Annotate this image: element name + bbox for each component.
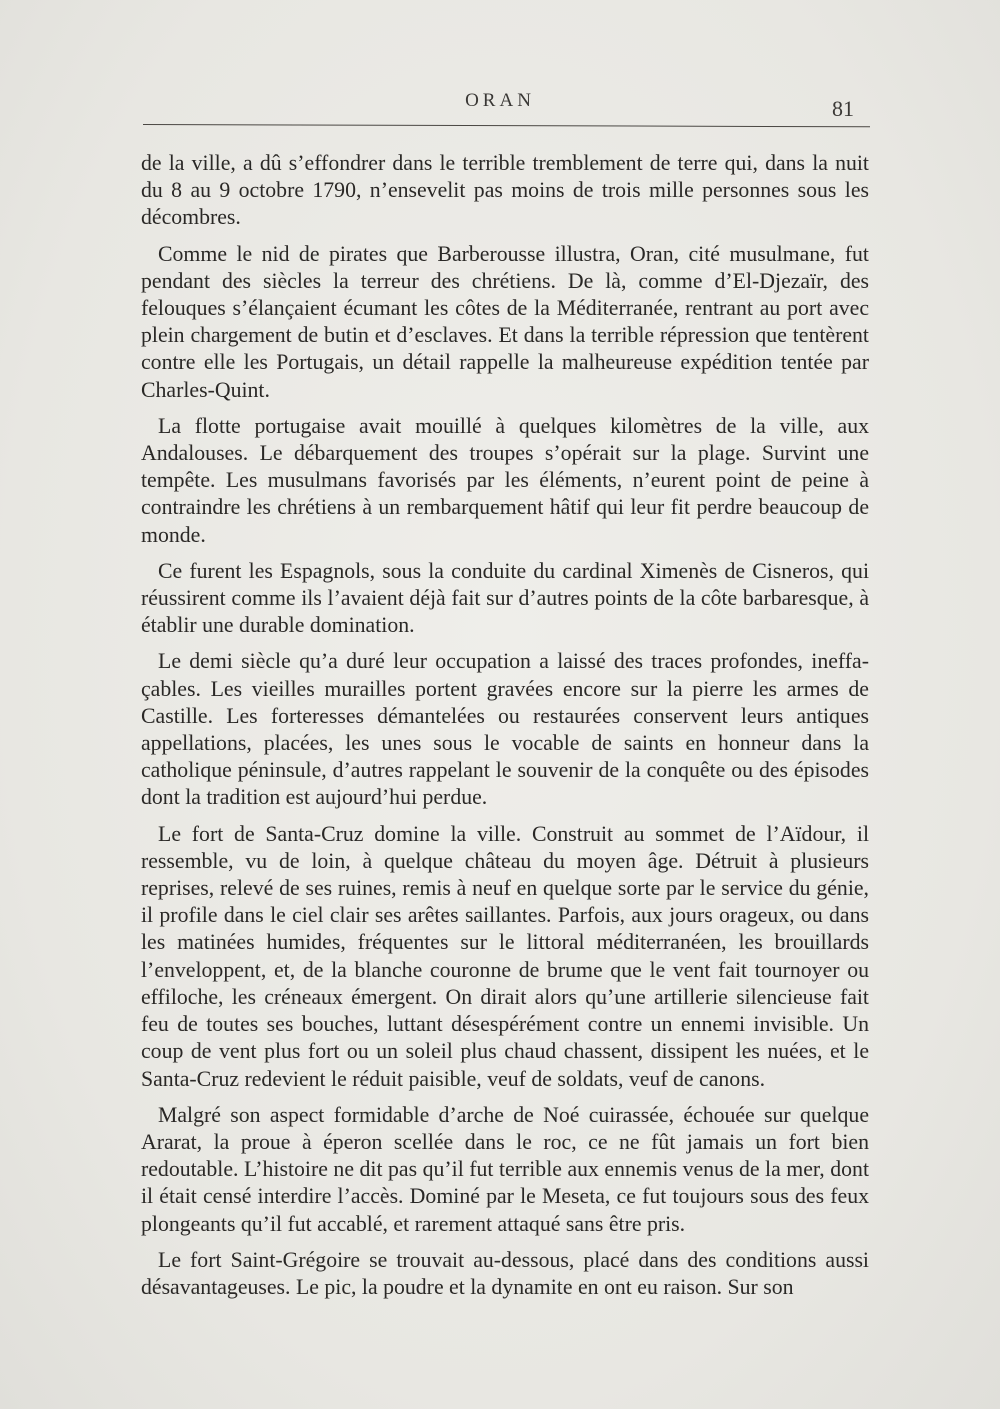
paragraph: Le fort de Santa-Cruz domine la ville. Construit au sommet de l’Aïdour, il ressemble, vu de loin, à quelque château du moyen âge. Détruit à plusieurs reprises, relevé de ses ruines, remis à neuf en quelque sorte par le service du génie, il profile dans le ciel clair ses arêtes saillantes. Parfois, aux jours orageux, ou dans les matinées humides, fréquentes sur le littoral méditerranéen, les brouillards l’enveloppent, et, de la blanche couronne de brume que le vent fait tournoyer ou effiloche, les créneaux émergent. On dirait alors qu’une artillerie silencieuse fait feu de toutes ses bouches, luttant désespérément contre un ennemi invisible. Un coup de vent plus fort ou un soleil plus chaud chassent, dissipent les nuées, et le Santa-Cruz redevient le réduit paisible, veuf de soldats, veuf de canons. (141, 821, 869, 1091)
paragraph: Le fort Saint-Grégoire se trouvait au-dessous, placé dans des conditions aussi désavantageuses. Le pic, la poudre et la dynamite en ont eu raison. Sur son (141, 1247, 869, 1299)
page-number: 81 (832, 96, 854, 121)
paragraph: de la ville, a dû s’effondrer dans le terrible tremblement de terre qui, dans la nuit du 8 au 9 octobre 1790, n’ensevelit pas moins de trois mille personnes sous les décombres. (141, 151, 869, 230)
body-text (141, 150, 869, 1310)
paragraph: Le demi siècle qu’a duré leur occupation a laissé des traces profondes, ineffaçables. Les vieilles murailles portent gravées encore sur la pierre les armes de Castille. Les forteresses démantelées ou restaurées conservent leurs antiques appellations, placées, les unes sous le vocable de saints en honneur dans la catholique péninsule, d’autres rappelant le souvenir de la conquête ou des épisodes dont la tradition est aujourd’hui perdue. (141, 649, 869, 810)
paragraph: Ce furent les Espagnols, sous la conduite du cardinal Ximenès de Cisneros, qui réussirent comme ils l’avaient déjà fait sur d’autres points de la côte barbaresque, à établir une durable domination. (141, 558, 869, 638)
running-title: ORAN (465, 90, 535, 111)
paragraph: Malgré son aspect formidable d’arche de Noé cuirassée, échouée sur quelque Ararat, la proue à éperon scellée dans le roc, ce ne fût jamais un fort bien redoutable. L’histoire ne dit pas qu’il fut terrible aux ennemis venus de la mer, dont il était censé interdire l’accès. Dominé par le Meseta, ce fut toujours sous des feux plongeants qu’il fut accablé, et rarement attaqué sans être pris. (141, 1102, 869, 1236)
paragraph: Comme le nid de pirates que Barberousse illustra, Oran, cité musulmane, fut pendant des siècles la terreur des chrétiens. De là, comme d’El-Djezaïr, des felouques s’élançaient écumant les côtes de la Méditerranée, rentrant au port avec plein chargement de butin et d’esclaves. Et dans la terrible répression que tentèrent contre elle les Portugais, un détail rappelle la malheureuse expédition tentée par Charles-Quint. (141, 241, 869, 402)
header-rule (143, 124, 870, 127)
paragraph: La flotte portugaise avait mouillé à quelques kilomètres de la ville, aux Andalouses. Le débarquement des troupes s’opérait sur la plage. Survint une tempête. Les musulmans favorisés par les éléments, n’eurent point de peine à contraindre les chrétiens à un rembarquement hâtif qui leur fit perdre beaucoup de monde. (141, 413, 869, 547)
